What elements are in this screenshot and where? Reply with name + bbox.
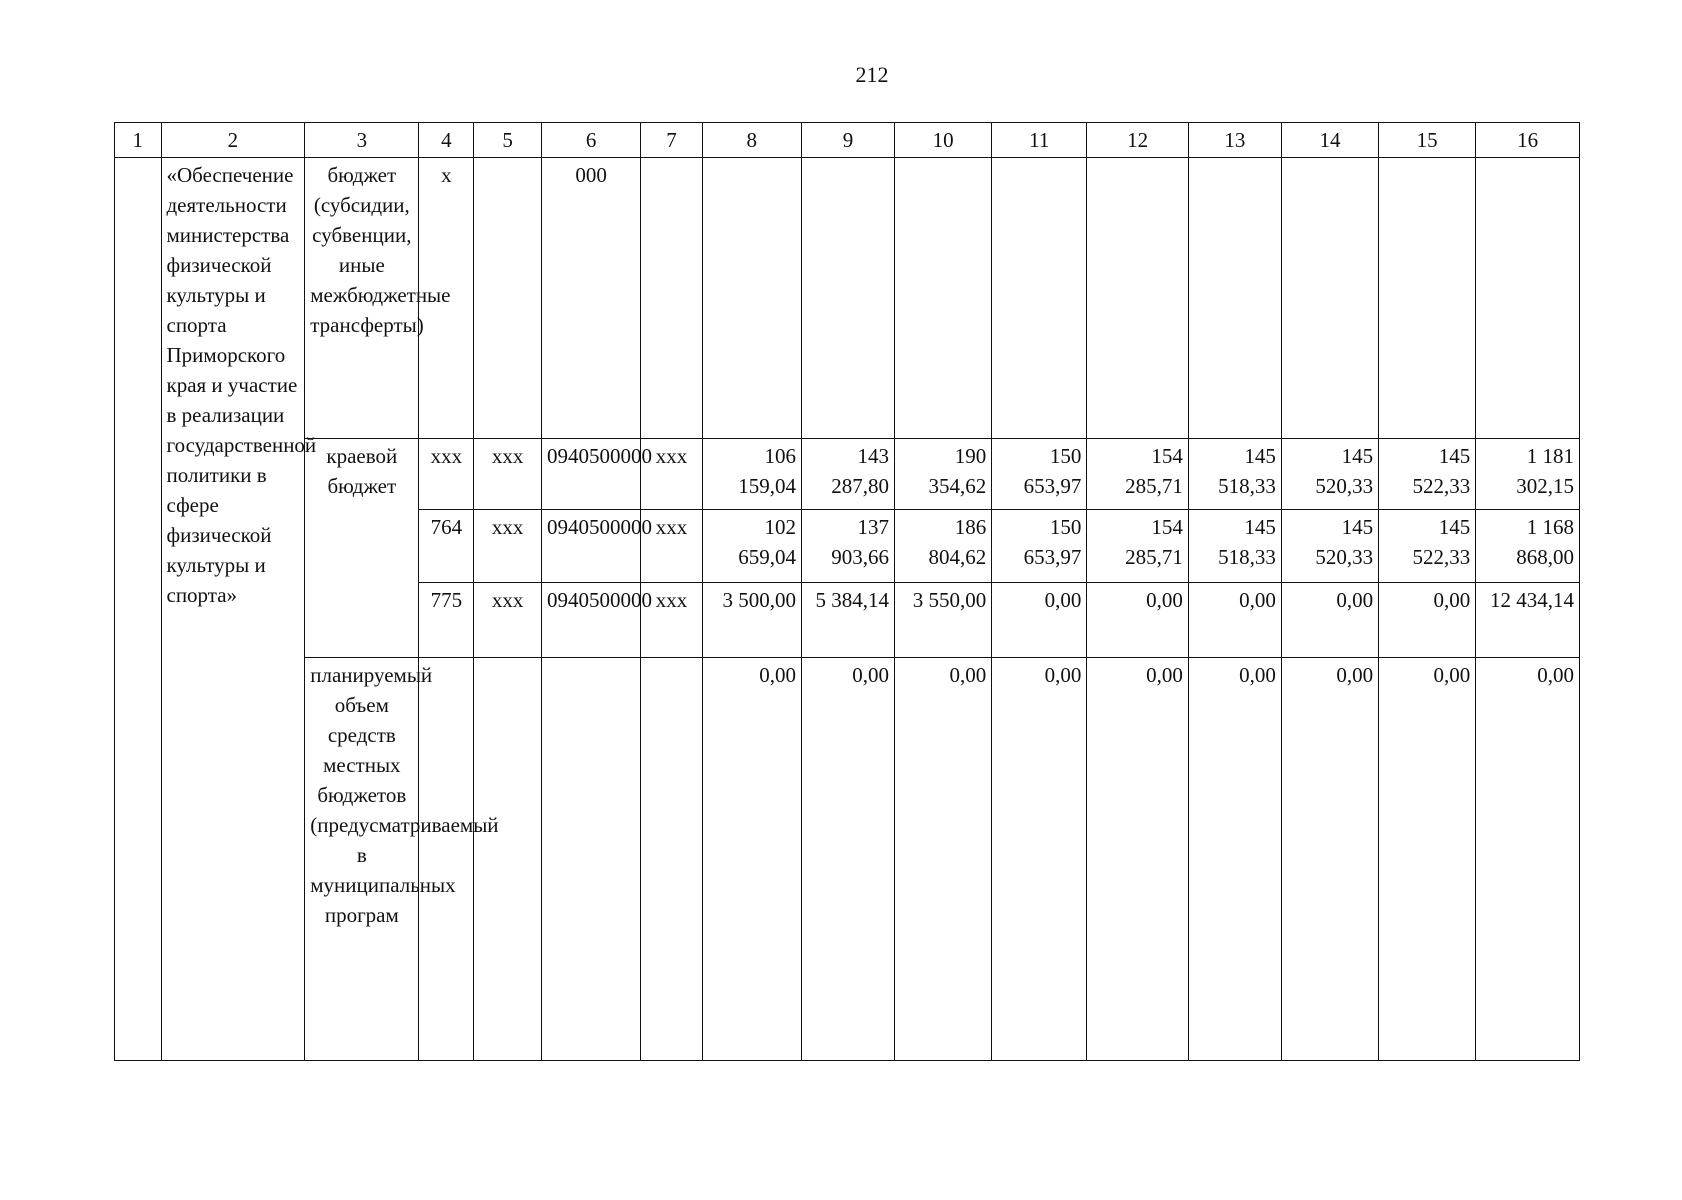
value-cell: 0,00 bbox=[1281, 583, 1378, 658]
value-cell: 0,00 bbox=[801, 658, 894, 1061]
value-cell: 0,00 bbox=[992, 658, 1087, 1061]
source-cell bbox=[305, 658, 499, 1061]
value-cell bbox=[1379, 158, 1476, 439]
header-cell: 6 bbox=[541, 123, 640, 158]
value-cell: 186 804,62 bbox=[894, 510, 991, 583]
value-cell: 3 550,00 bbox=[894, 583, 991, 658]
budget-table bbox=[114, 122, 1580, 1061]
csr-cell: 0940500000 bbox=[541, 439, 640, 510]
table-row-local bbox=[115, 658, 1580, 1061]
value-cell: 150 653,97 bbox=[992, 510, 1087, 583]
value-cell: 0,00 bbox=[1379, 658, 1476, 1061]
header-cell: 12 bbox=[1087, 123, 1188, 158]
value-cell: 145 518,33 bbox=[1188, 439, 1281, 510]
header-cell: 16 bbox=[1476, 123, 1580, 158]
csr-cell: 0940500000 bbox=[541, 510, 640, 583]
value-cell: 145 520,33 bbox=[1281, 439, 1378, 510]
value-cell bbox=[894, 158, 991, 439]
value-cell: 145 522,33 bbox=[1379, 439, 1476, 510]
vr-cell: ххх bbox=[641, 439, 702, 510]
value-cell: 154 285,71 bbox=[1087, 510, 1188, 583]
vr-cell bbox=[641, 658, 702, 1061]
header-cell: 10 bbox=[894, 123, 991, 158]
source-cell bbox=[305, 158, 451, 439]
source-cell bbox=[305, 439, 419, 658]
value-cell: 0,00 bbox=[1087, 583, 1188, 658]
csr-cell: 0940500000 bbox=[541, 583, 640, 658]
value-cell bbox=[702, 158, 801, 439]
value-cell: 0,00 bbox=[1188, 583, 1281, 658]
vr-cell: ххх bbox=[641, 583, 702, 658]
value-cell: 0,00 bbox=[894, 658, 991, 1061]
rzpr-cell: ххх bbox=[474, 439, 542, 510]
value-cell: 3 500,00 bbox=[702, 583, 801, 658]
value-cell: 145 520,33 bbox=[1281, 510, 1378, 583]
value-cell: 0,00 bbox=[702, 658, 801, 1061]
rzpr-cell bbox=[474, 158, 542, 439]
grbs-cell: 764 bbox=[419, 510, 474, 583]
value-cell: 0,00 bbox=[1188, 658, 1281, 1061]
header-cell: 9 bbox=[801, 123, 894, 158]
page-number: 212 bbox=[855, 62, 889, 87]
value-cell bbox=[1087, 158, 1188, 439]
value-cell: 154 285,71 bbox=[1087, 439, 1188, 510]
value-cell bbox=[1188, 158, 1281, 439]
value-cell: 150 653,97 bbox=[992, 439, 1087, 510]
header-cell: 11 bbox=[992, 123, 1087, 158]
rzpr-cell bbox=[474, 658, 542, 1061]
value-cell: 0,00 bbox=[992, 583, 1087, 658]
grbs-cell: ххх bbox=[419, 439, 474, 510]
value-cell bbox=[992, 158, 1087, 439]
value-cell bbox=[1476, 158, 1580, 439]
value-cell: 102 659,04 bbox=[702, 510, 801, 583]
vr-cell bbox=[641, 158, 702, 439]
value-cell: 5 384,14 bbox=[801, 583, 894, 658]
value-cell: 1 181 302,15 bbox=[1476, 439, 1580, 510]
vr-cell: ххх bbox=[641, 510, 702, 583]
header-cell: 5 bbox=[474, 123, 542, 158]
value-cell: 145 522,33 bbox=[1379, 510, 1476, 583]
source-local: планируемый объем средств местных бюджетов (предусматриваемый в муниципальных програм bbox=[310, 663, 499, 927]
value-cell: 0,00 bbox=[1087, 658, 1188, 1061]
header-cell: 7 bbox=[641, 123, 702, 158]
header-cell: 15 bbox=[1379, 123, 1476, 158]
value-cell: 0,00 bbox=[1379, 583, 1476, 658]
value-cell: 0,00 bbox=[1476, 658, 1580, 1061]
rzpr-cell: ххх bbox=[474, 510, 542, 583]
table-row-subsidies bbox=[115, 158, 1580, 439]
value-cell: 143 287,80 bbox=[801, 439, 894, 510]
grbs-cell: х bbox=[419, 158, 474, 439]
header-cell: 3 bbox=[305, 123, 419, 158]
value-cell: 145 518,33 bbox=[1188, 510, 1281, 583]
value-cell: 190 354,62 bbox=[894, 439, 991, 510]
grbs-cell: 775 bbox=[419, 583, 474, 658]
value-cell: 137 903,66 bbox=[801, 510, 894, 583]
header-cell: 1 bbox=[115, 123, 162, 158]
rzpr-cell: ххх bbox=[474, 583, 542, 658]
value-cell: 12 434,14 bbox=[1476, 583, 1580, 658]
csr-cell: 000 bbox=[541, 158, 640, 439]
header-cell: 2 bbox=[161, 123, 305, 158]
csr-cell bbox=[541, 658, 640, 1061]
row-number-cell bbox=[115, 158, 162, 1061]
source-subsidies: бюджет (субсидии, субвенции, иные межбюджетные трансферты) bbox=[310, 163, 451, 337]
header-cell: 4 bbox=[419, 123, 474, 158]
source-regional: краевой бюджет bbox=[326, 444, 398, 498]
table-row-regional bbox=[115, 439, 1580, 510]
value-cell: 106 159,04 bbox=[702, 439, 801, 510]
header-cell: 14 bbox=[1281, 123, 1378, 158]
value-cell bbox=[1281, 158, 1378, 439]
header-cell: 13 bbox=[1188, 123, 1281, 158]
grbs-cell bbox=[419, 658, 474, 1061]
header-cell: 8 bbox=[702, 123, 801, 158]
header-row bbox=[115, 123, 1580, 158]
program-name-cell bbox=[161, 158, 317, 1061]
value-cell: 0,00 bbox=[1281, 658, 1378, 1061]
program-name: «Обеспечение деятельности министерства физической культуры и спорта Приморского края и участие в реализации государственной политики в сфере физической культуры и спорта» bbox=[166, 163, 317, 607]
value-cell bbox=[801, 158, 894, 439]
value-cell: 1 168 868,00 bbox=[1476, 510, 1580, 583]
